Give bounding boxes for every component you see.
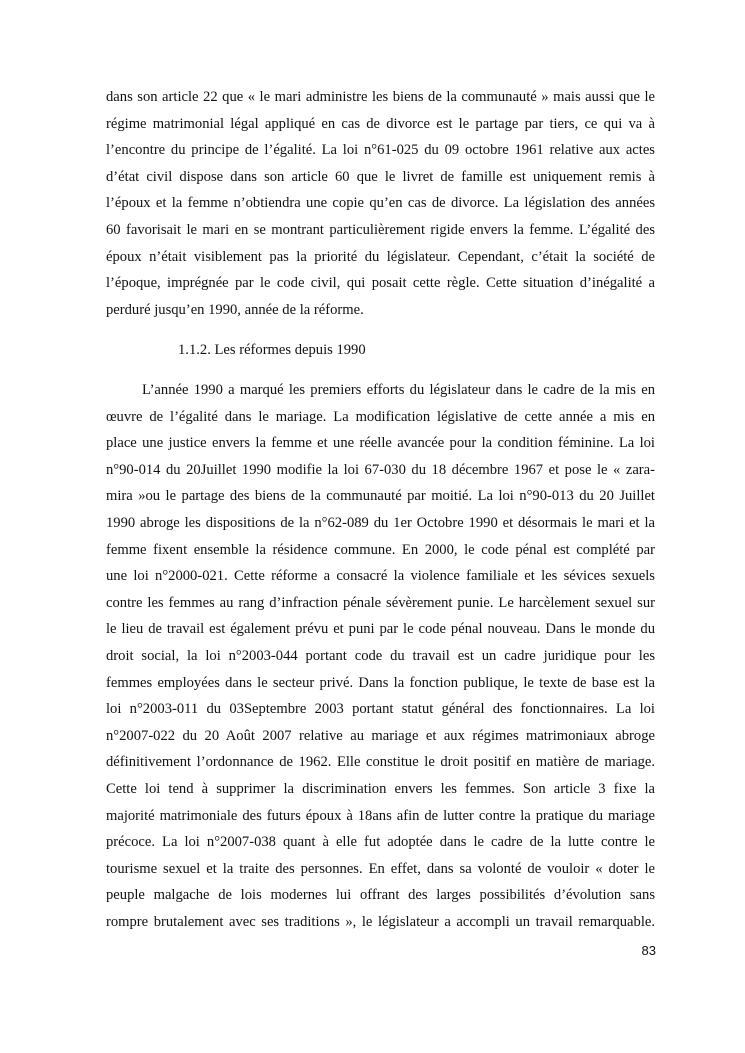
paragraph-1-line: perduré jusqu’en 1990, année de la réforme. bbox=[106, 301, 364, 318]
paragraph-2 bbox=[106, 377, 655, 935]
paragraph-1-line: époux n’était visiblement pas la priorité du législateur. Cependant, c’était la société de bbox=[106, 248, 655, 265]
paragraph-1-line: d’état civil dispose dans son article 60 que le livret de famille est uniquement remis à bbox=[106, 168, 655, 185]
paragraph-2-line: précoce. La loi n°2007-038 quant à elle fut adoptée dans le cadre de la lutte contre le bbox=[106, 834, 655, 851]
page-number: 83 bbox=[641, 943, 656, 958]
paragraph-2-line: Cette loi tend à supprimer la discrimination envers les femmes. Son article 3 fixe la bbox=[106, 780, 655, 797]
paragraph-2-line: 1990 abroge les dispositions de la n°62-089 du 1er Octobre 1990 et désormais le mari et la bbox=[106, 514, 655, 531]
paragraph-2-line: majorité matrimoniale des futurs époux à 18ans afin de lutter contre la pratique du mariage bbox=[106, 807, 655, 824]
paragraph-2-line: n°2007-022 du 20 Août 2007 relative au mariage et aux régimes matrimoniaux abroge bbox=[106, 727, 655, 744]
paragraph-2-line: une loi n°2000-021. Cette réforme a consacré la violence familiale et les sévices sexuels bbox=[106, 568, 655, 585]
paragraph-2-line: mira »ou le partage des biens de la communauté par moitié. La loi n°90-013 du 20 Juillet bbox=[106, 488, 655, 505]
paragraph-2-line: femmes employées dans le secteur privé. Dans la fonction publique, le texte de base est la bbox=[106, 674, 655, 691]
paragraph-2-line: droit social, la loi n°2003-044 portant code du travail est un cadre juridique pour les bbox=[106, 647, 655, 664]
paragraph-2-line: femme fixent ensemble la résidence commune. En 2000, le code pénal est complété par bbox=[106, 541, 655, 558]
paragraph-1-line: régime matrimonial légal appliqué en cas de divorce est le partage par tiers, ce qui va à bbox=[106, 115, 655, 132]
paragraph-2-line: contre les femmes au rang d’infraction pénale sévèrement punie. Le harcèlement sexuel sur bbox=[106, 594, 655, 611]
paragraph-1-line: l’encontre du principe de l’égalité. La loi n°61-025 du 09 octobre 1961 relative aux actes bbox=[106, 142, 655, 159]
paragraph-1-line: 60 favorisait le mari en se montrant particulièrement rigide envers la femme. L’égalité des bbox=[106, 221, 655, 238]
paragraph-1-line: l’époque, imprégnée par le code civil, qui posait cette règle. Cette situation d’inégalité a bbox=[106, 275, 655, 292]
paragraph-2-line: le lieu de travail est également prévu et puni par le code pénal nouveau. Dans le monde du bbox=[106, 621, 655, 638]
paragraph-2-line: peuple malgache de lois modernes lui offrant des larges possibilités d’évolution sans bbox=[106, 887, 655, 904]
paragraph-2-line: œuvre de l’égalité dans le mariage. La modification législative de cette année a mis en bbox=[106, 408, 655, 425]
paragraph-2-line: loi n°2003-011 du 03Septembre 2003 portant statut général des fonctionnaires. La loi bbox=[106, 701, 655, 718]
paragraph-2-line: place une justice envers la femme et une réelle avancée pour la condition féminine. La loi bbox=[106, 435, 655, 452]
paragraph-2-line: n°90-014 du 20Juillet 1990 modifie la loi 67-030 du 18 décembre 1967 et pose le « zara- bbox=[106, 461, 655, 478]
paragraph-1-line: dans son article 22 que « le mari administre les biens de la communauté » mais aussi que le bbox=[106, 89, 655, 105]
paragraph-1-line: l’époux et la femme n’obtiendra une copie qu’en cas de divorce. La législation des années bbox=[106, 195, 655, 212]
paragraph-2-line: tourisme sexuel et la traite des personnes. En effet, dans sa volonté de vouloir « doter le bbox=[106, 860, 655, 877]
paragraph-2-line: définitivement l’ordonnance de 1962. Elle constitue le droit positif en matière de mariage. bbox=[106, 754, 655, 771]
paragraph-1 bbox=[106, 84, 655, 323]
paragraph-2-line: rompre brutalement avec ses traditions », le législateur a accompli un travail remarquable. bbox=[106, 913, 655, 930]
paragraph-2-line: L’année 1990 a marqué les premiers efforts du législateur dans le cadre de la mis en bbox=[142, 382, 655, 398]
section-heading: 1.1.2. Les réformes depuis 1990 bbox=[178, 342, 366, 358]
